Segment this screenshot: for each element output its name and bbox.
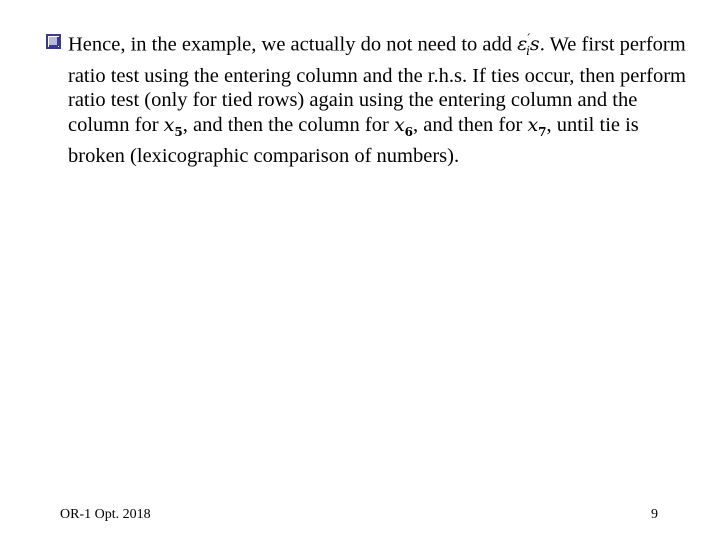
line-1-text-start: Hence, in the example, we actually do not need to add (68, 33, 518, 56)
epsilon-i-prime-math: $\varepsilon'_is$ (517, 32, 540, 59)
paragraph-line-2: ratio test using the entering column and the r.h.s. If ties occur, then perform (68, 64, 686, 87)
paragraph-line-5: broken (lexicographic comparison of numbers). (68, 144, 460, 167)
line-4-text-mid: , and then the column for (182, 113, 394, 136)
hollow-square-bullet-icon (46, 34, 61, 49)
footer-course-label: OR-1 Opt. 2018 (60, 507, 151, 522)
line-4-text-end: , until tie is (546, 113, 639, 136)
bullet-paragraph (68, 27, 693, 168)
line-1-text-end: . We first perform (539, 33, 686, 56)
x7-math: $x_7$ (527, 113, 547, 139)
paragraph-line-4 (68, 113, 693, 144)
paragraph-line-3: ratio test (only for tied rows) again using the entering column and the (68, 89, 638, 112)
line-4-text-mid-2: , and then for (413, 113, 528, 136)
footer-page-number: 9 (651, 507, 658, 522)
paragraph-line-1 (68, 27, 693, 64)
x6-math: $x_6$ (393, 113, 414, 139)
line-4-text-start: column for (68, 113, 164, 136)
x5-math: $x_5$ (163, 113, 183, 139)
